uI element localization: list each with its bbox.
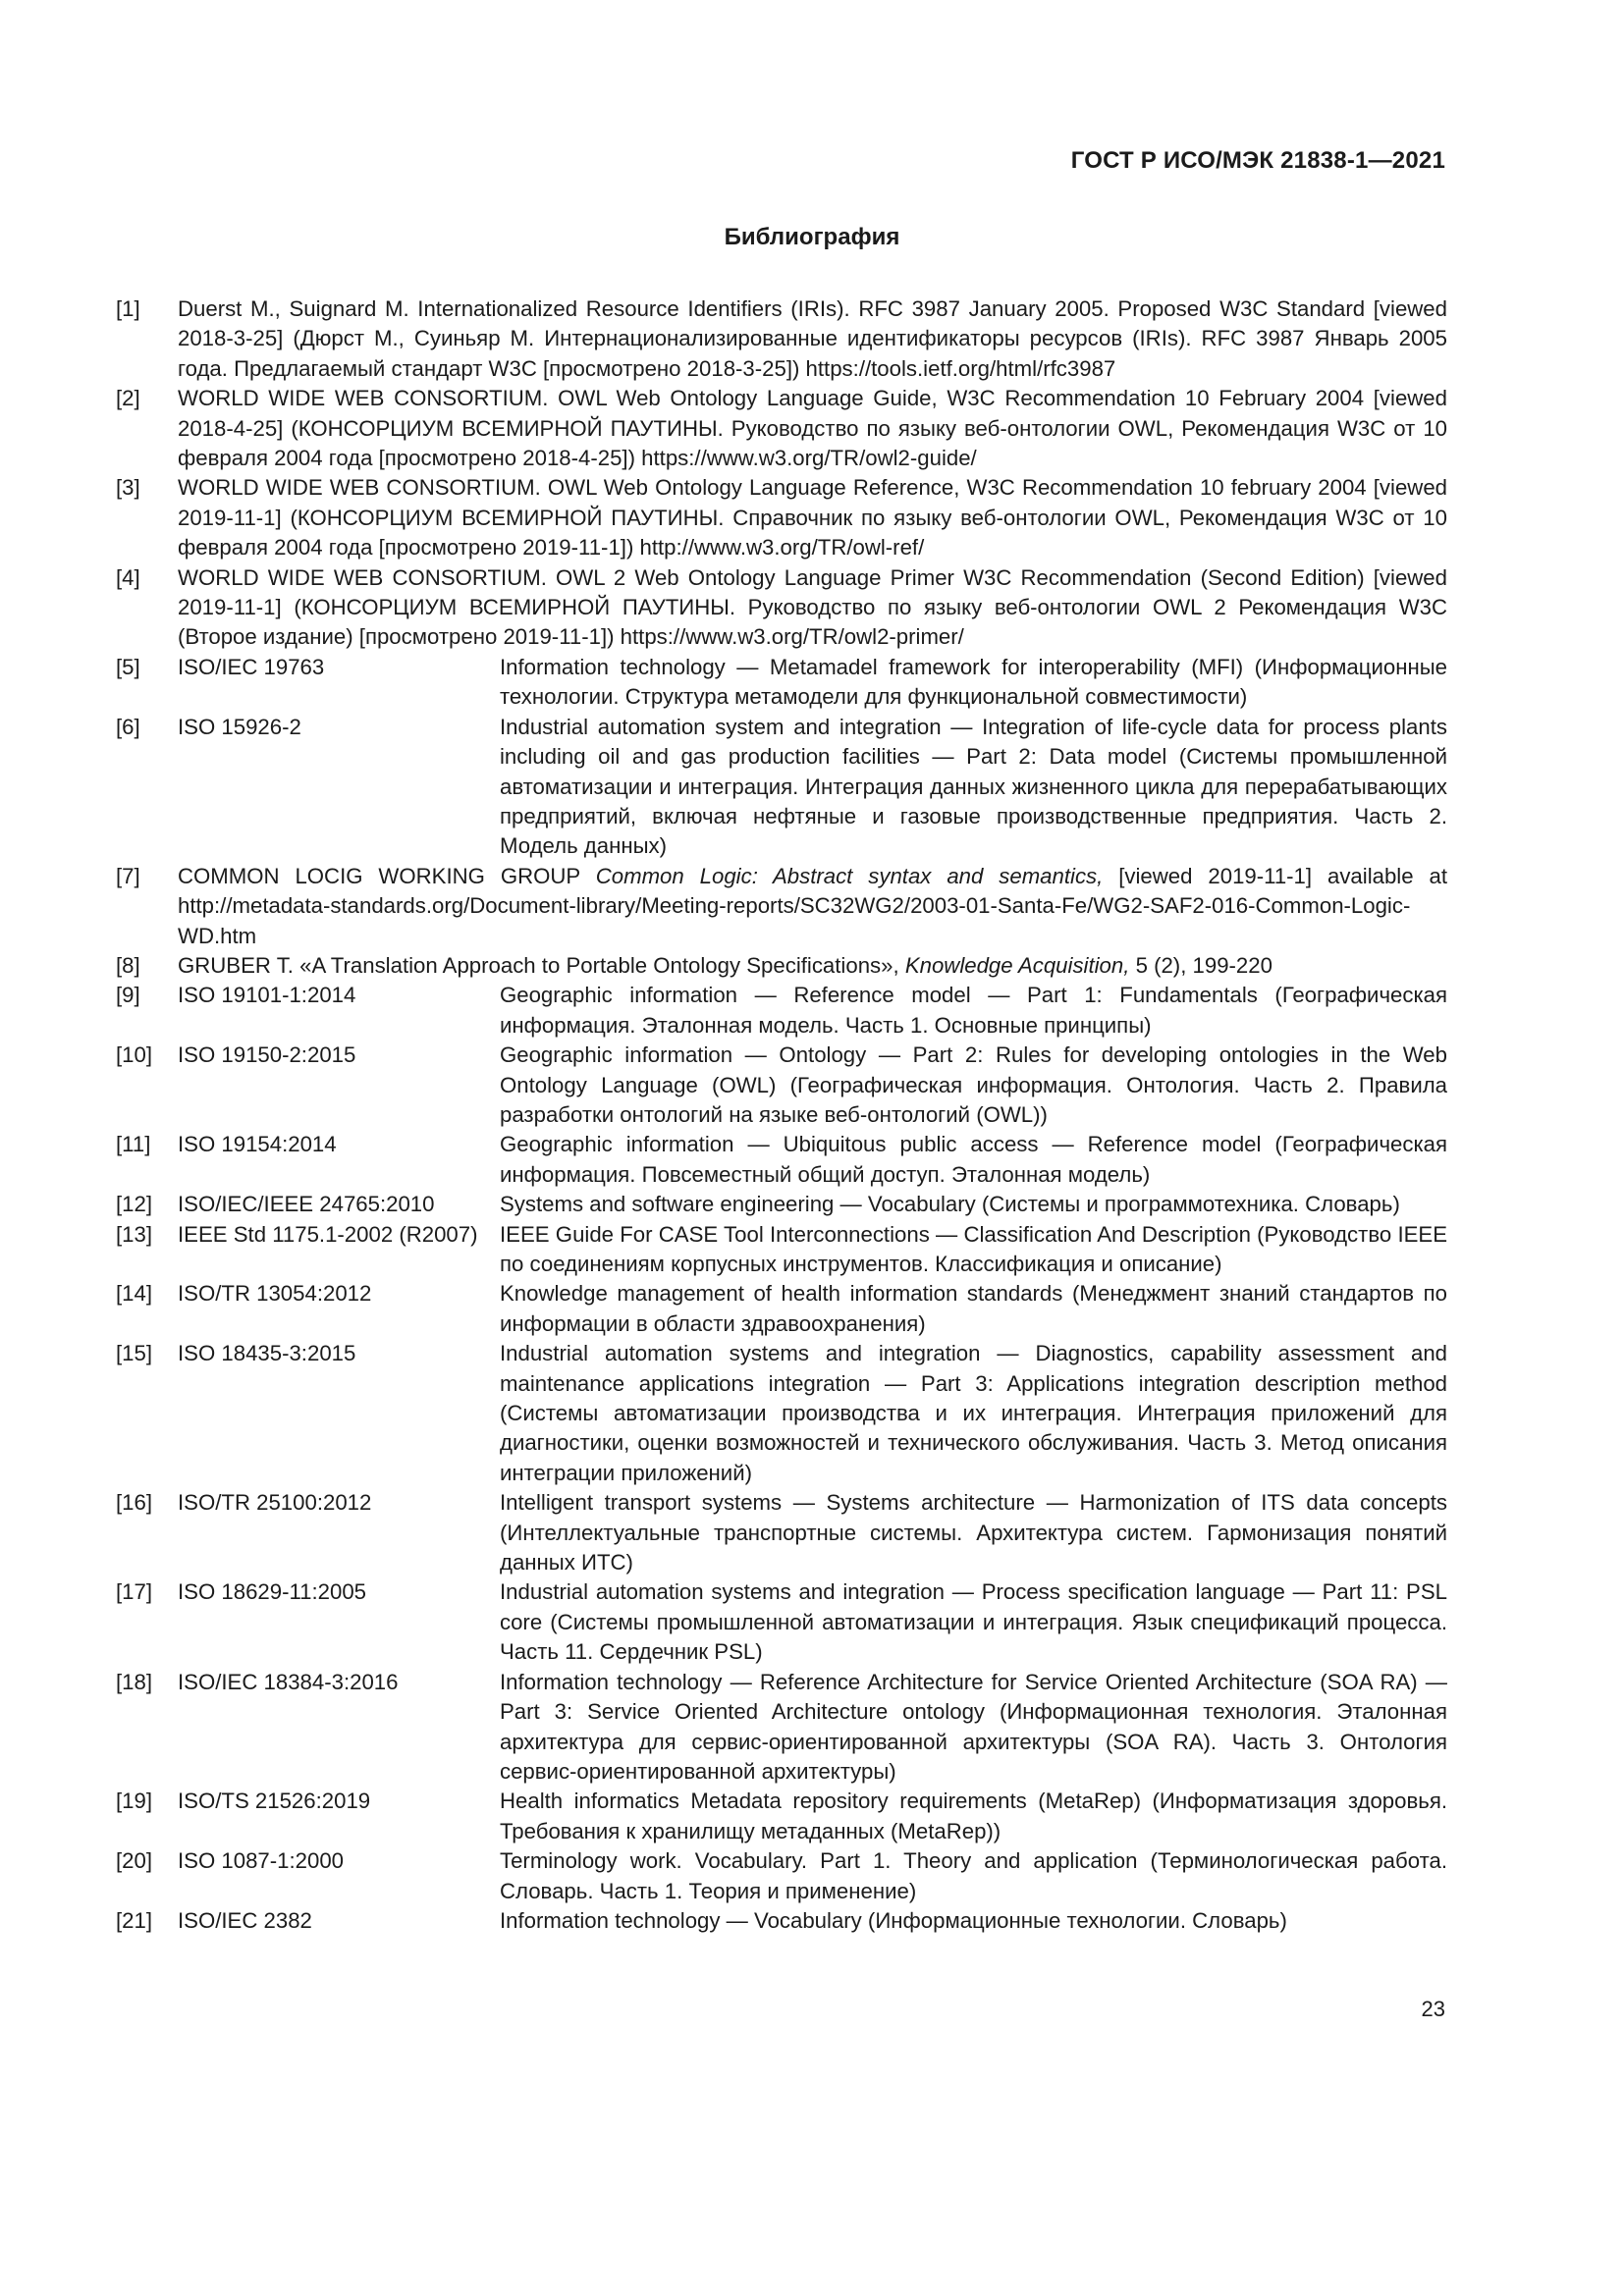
reference-number: [15] xyxy=(116,1341,153,1366)
reference-text: Geographic information — Ontology — Part 2: Rules for developing ontologies in the Web Ontology Language (OWL) (Географическая информация. Онтология. Часть 2. Правила разработки онтологий на языке веб-онтологий (OWL)) xyxy=(500,1042,1447,1127)
reference-text xyxy=(178,951,1447,981)
reference-number: [10] xyxy=(116,1042,153,1068)
reference-item xyxy=(116,473,1447,562)
reference-number: [11] xyxy=(116,1132,151,1157)
reference-italic-title: Common Logic: Abstract syntax and semantics, xyxy=(595,863,1104,888)
reference-item xyxy=(116,1041,1447,1130)
reference-code: ISO/TR 25100:2012 xyxy=(178,1490,372,1516)
reference-number: [5] xyxy=(116,654,140,679)
reference-item xyxy=(116,1190,1447,1219)
reference-item xyxy=(116,1668,1447,1788)
reference-code: ISO/IEC 19763 xyxy=(178,654,325,679)
reference-code: ISO/IEC 18384-3:2016 xyxy=(178,1669,399,1694)
reference-number: [20] xyxy=(116,1848,153,1874)
reference-text: Systems and software engineering — Vocabulary (Системы и программотехника. Словарь) xyxy=(500,1192,1400,1217)
reference-details: [viewed 2019-11-1] available at http://metadata-standards.org/Document-library/Meeting-reports/SC32WG2/2003-01-Santa-Fe/WG2-SAF2-016-Common-Logic-WD.htm xyxy=(178,863,1448,948)
reference-item xyxy=(116,1787,1447,1846)
reference-number: [18] xyxy=(116,1669,153,1694)
reference-code: ISO/IEC 2382 xyxy=(178,1907,312,1933)
reference-item xyxy=(116,1577,1447,1667)
reference-item xyxy=(116,1130,1447,1190)
reference-code: ISO 19101-1:2014 xyxy=(178,983,356,1008)
reference-number: [6] xyxy=(116,714,140,739)
reference-number: [21] xyxy=(116,1907,153,1933)
reference-number: [7] xyxy=(116,863,140,888)
reference-item xyxy=(116,1488,1447,1577)
reference-text: WORLD WIDE WEB CONSORTIUM. OWL 2 Web Ontology Language Primer W3C Recommendation (Second Edition) [viewed 2019-11-1] (КОНСОРЦИУМ ВСЕМИРНОЙ ПАУТИНЫ. Руководство по языку веб-онтологии OWL 2 Рекомендация W3C (Второе издание) [просмотрено 2019-11-1]) https://www.w3.org/TR/owl2-primer/ xyxy=(178,564,1447,650)
reference-code: ISO 15926-2 xyxy=(178,714,301,739)
reference-code: ISO 19150-2:2015 xyxy=(178,1042,356,1068)
reference-text: Information technology — Vocabulary (Информационные технологии. Словарь) xyxy=(500,1907,1287,1933)
reference-text: Industrial automation system and integration — Integration of life-cycle data for process plants including oil and gas production facilities — Part 2: Data model (Системы промышленной автоматизации и интеграция. Интеграция данных жизненного цикла для перерабатывающих предприятий, включая нефтяные и газовые производственные предприятия. Часть 2. Модель данных) xyxy=(500,714,1447,859)
reference-text: Geographic information — Reference model — Part 1: Fundamentals (Географическая информация. Эталонная модель. Часть 1. Основные принципы) xyxy=(500,983,1447,1038)
reference-number: [19] xyxy=(116,1789,153,1814)
reference-text: WORLD WIDE WEB CONSORTIUM. OWL Web Ontology Language Reference, W3C Recommendation 10 february 2004 [viewed 2019-11-1] (КОНСОРЦИУМ ВСЕМИРНОЙ ПАУТИНЫ. Справочник по языку веб-онтологии OWL, Рекомендация W3C от 10 февраля 2004 года [просмотрено 2019-11-1]) http://www.w3.org/TR/owl-ref/ xyxy=(178,475,1447,561)
reference-number: [17] xyxy=(116,1579,153,1605)
reference-code: IEEE Std 1175.1-2002 (R2007) xyxy=(178,1221,478,1247)
reference-number: [12] xyxy=(116,1192,153,1217)
reference-item xyxy=(116,384,1447,473)
reference-list xyxy=(116,294,1447,1936)
reference-item xyxy=(116,951,1447,981)
reference-text xyxy=(178,862,1447,951)
reference-item xyxy=(116,713,1447,862)
reference-text: Duerst M., Suignard M. Internationalized Resource Identifiers (IRIs). RFC 3987 January 2005. Proposed W3C Standard [viewed 2018-3-25] (Дюрст М., Суиньяр М. Интернационализированные идентификаторы ресурсов (IRIs). RFC 3987 Январь 2005 года. Предлагаемый стандарт W3C [просмотрено 2018-3-25]) https://tools.ietf.org/html/rfc3987 xyxy=(178,296,1447,381)
reference-text: Geographic information — Ubiquitous public access — Reference model (Географическая информация. Повсеместный общий доступ. Эталонная модель) xyxy=(500,1132,1447,1187)
reference-text: Knowledge management of health information standards (Менеджмент знаний стандартов по информации в области здравоохранения) xyxy=(500,1281,1447,1336)
reference-item xyxy=(116,294,1447,384)
reference-details: 5 (2), 199-220 xyxy=(1129,952,1272,978)
reference-author: COMMON LOCIG WORKING GROUP xyxy=(178,863,596,888)
reference-italic-title: Knowledge Acquisition, xyxy=(904,952,1130,978)
reference-item xyxy=(116,981,1447,1041)
reference-text: IEEE Guide For CASE Tool Interconnections — Classification And Description (Руководство IEEE по соединениям корпусных инструментов. Классификация и описание) xyxy=(500,1221,1447,1276)
reference-text: Intelligent transport systems — Systems architecture — Harmonization of ITS data concepts (Интеллектуальные транспортные системы. Архитектура систем. Гармонизация понятий данных ИТС) xyxy=(500,1490,1447,1575)
bibliography-title: Библиография xyxy=(724,224,900,250)
reference-number: [9] xyxy=(116,983,140,1008)
reference-item xyxy=(116,1279,1447,1339)
standard-designation: ГОСТ Р ИСО/МЭК 21838-1—2021 xyxy=(1070,147,1445,174)
reference-text: Industrial automation systems and integration — Diagnostics, capability assessment and maintenance applications integration — Part 3: Applications integration description method (Системы автоматизации производства и их интеграция. Интеграция приложений для диагностики, оценки возможностей и технического обслуживания. Часть 3. Метод описания интеграции приложений) xyxy=(500,1341,1447,1485)
reference-text: Terminology work. Vocabulary. Part 1. Theory and application (Терминологическая работа. Словарь. Часть 1. Теория и применение) xyxy=(500,1848,1447,1903)
reference-item xyxy=(116,862,1447,951)
reference-number: [14] xyxy=(116,1281,153,1307)
reference-code: ISO 19154:2014 xyxy=(178,1132,337,1157)
page-number: 23 xyxy=(1421,1997,1445,2021)
reference-author: GRUBER T. «A Translation Approach to Portable Ontology Specifications», xyxy=(178,952,905,978)
reference-item xyxy=(116,1220,1447,1280)
reference-code: ISO 18435-3:2015 xyxy=(178,1341,356,1366)
reference-code: ISO 1087-1:2000 xyxy=(178,1848,344,1874)
reference-text: WORLD WIDE WEB CONSORTIUM. OWL Web Ontology Language Guide, W3C Recommendation 10 February 2004 [viewed 2018-4-25] (КОНСОРЦИУМ ВСЕМИРНОЙ ПАУТИНЫ. Руководство по языку веб-онтологии OWL, Рекомендация W3C от 10 февраля 2004 года [просмотрено 2018-4-25]) https://www.w3.org/TR/owl2-guide/ xyxy=(178,386,1447,471)
reference-number: [3] xyxy=(116,475,140,501)
reference-number: [13] xyxy=(116,1221,153,1247)
reference-number: [2] xyxy=(116,386,140,411)
reference-text: Information technology — Reference Architecture for Service Oriented Architecture (SOA RA) — Part 3: Service Oriented Architecture ontology (Информационная технология. Эталонная архитектура для сервис-ориентированной архитектуры (SOA RA). Часть 3. Онтология сервис-ориентированной архитектуры) xyxy=(500,1669,1447,1784)
reference-number: [4] xyxy=(116,564,140,590)
reference-number: [8] xyxy=(116,952,140,978)
reference-code: ISO 18629-11:2005 xyxy=(178,1579,367,1605)
reference-item xyxy=(116,563,1447,653)
reference-code: ISO/TS 21526:2019 xyxy=(178,1789,371,1814)
reference-item xyxy=(116,1339,1447,1488)
reference-item xyxy=(116,1906,1447,1936)
reference-text: Industrial automation systems and integration — Process specification language — Part 11: PSL core (Системы промышленной автоматизации и интеграция. Язык спецификаций процесса. Часть 11. Сердечник PSL) xyxy=(500,1579,1447,1665)
reference-text: Information technology — Metamadel framework for interoperability (MFI) (Информационные технологии. Структура метамодели для функциональной совместимости) xyxy=(500,654,1447,710)
reference-item xyxy=(116,653,1447,713)
reference-number: [1] xyxy=(116,296,140,321)
reference-item xyxy=(116,1846,1447,1906)
reference-text: Health informatics Metadata repository requirements (MetaRep) (Информатизация здоровья. Требования к хранилищу метаданных (MetaRep)) xyxy=(500,1789,1447,1843)
reference-code: ISO/TR 13054:2012 xyxy=(178,1281,372,1307)
reference-number: [16] xyxy=(116,1490,153,1516)
reference-code: ISO/IEC/IEEE 24765:2010 xyxy=(178,1192,435,1217)
